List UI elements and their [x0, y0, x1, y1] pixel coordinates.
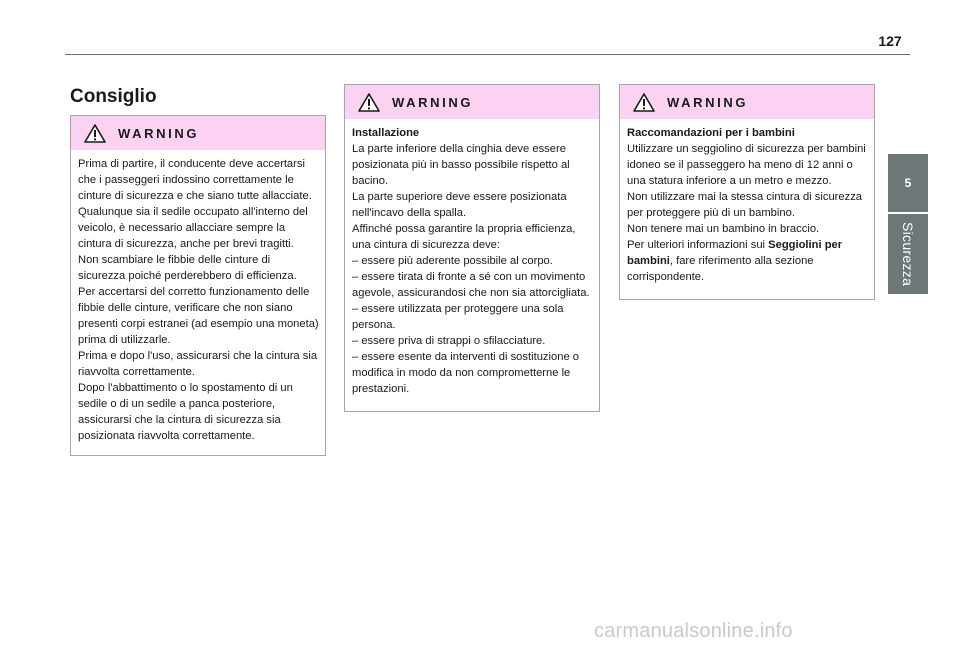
warning-list-item: – essere più aderente possibile al corpo. — [352, 255, 553, 267]
warning-list-item: – essere priva di strappi o sfilacciature. — [352, 335, 546, 347]
chapter-tab[interactable]: 5 — [888, 154, 928, 212]
section-title: Consiglio — [70, 86, 157, 107]
warning-header — [620, 85, 874, 119]
warning-paragraph: Non tenere mai un bambino in braccio. — [627, 223, 820, 235]
warning-header — [345, 85, 599, 119]
warning-box-seatbelt-general — [70, 115, 326, 456]
warning-triangle-icon — [633, 93, 655, 112]
warning-triangle-icon — [358, 93, 380, 112]
warning-list-item: – essere esente da interventi di sostituzione o modifica in modo da non comprometterne le prestazioni. — [352, 351, 579, 395]
warning-box-installation — [344, 84, 600, 412]
warning-paragraph: Prima e dopo l'uso, assicurarsi che la cintura sia riavvolta correttamente. — [78, 350, 318, 378]
warning-list-item: – essere utilizzata per proteggere una sola persona. — [352, 303, 564, 331]
warning-title: WARNING — [392, 94, 474, 110]
warning-list-item: – essere tirata di fronte a sé con un movimento agevole, assicurandosi che non sia attorcigliata. — [352, 271, 590, 299]
warning-triangle-icon — [84, 124, 106, 143]
warning-paragraph: Per accertarsi del corretto funzionamento delle fibbie delle cinture, verificare che non siano presenti corpi estranei (ad esempio una moneta) prima di utilizzarle. — [78, 286, 319, 346]
warning-paragraph: La parte superiore deve essere posizionata nell'incavo della spalla. — [352, 191, 567, 219]
warning-heading: Raccomandazioni per i bambini — [627, 127, 795, 139]
warning-paragraph: Prima di partire, il conducente deve accertarsi che i passeggeri indossino correttamente le cinture di sicurezza e che siano tutte allacciate. — [78, 158, 312, 202]
watermark: carmanualsonline.info — [594, 620, 793, 642]
warning-paragraph: Non scambiare le fibbie delle cinture di sicurezza poiché perderebbero di efficienza. — [78, 254, 297, 282]
warning-body — [620, 119, 874, 291]
warning-reference: Per ulteriori informazioni sui Seggiolini per bambini, fare riferimento alla sezione corrispondente. — [627, 239, 843, 283]
page-number: 127 — [878, 33, 902, 49]
warning-header — [71, 116, 325, 150]
chapter-title: Sicurezza — [900, 221, 916, 287]
warning-paragraph: La parte inferiore della cinghia deve essere posizionata più in basso possibile rispetto al bacino. — [352, 143, 570, 187]
warning-paragraph: Non utilizzare mai la stessa cintura di sicurezza per proteggere più di un bambino. — [627, 191, 863, 219]
section-link[interactable]: Seggiolini per bambini — [627, 239, 843, 267]
warning-heading: Installazione — [352, 127, 420, 139]
warning-paragraph: Utilizzare un seggiolino di sicurezza per bambini idoneo se il passeggero ha meno di 12 anni o una statura inferiore a un metro e mezzo. — [627, 143, 866, 187]
warning-paragraph: Dopo l'abbattimento o lo spostamento di un sedile o di un sedile a panca posteriore, assicurarsi che la cintura di sicurezza sia posizionata riavvolta correttamente. — [78, 382, 293, 442]
warning-body — [345, 119, 599, 403]
warning-box-children — [619, 84, 875, 300]
warning-paragraph: Affinché possa garantire la propria efficienza, una cintura di sicurezza deve: — [352, 223, 576, 251]
header-divider — [65, 54, 910, 55]
warning-title: WARNING — [118, 125, 200, 141]
warning-body — [71, 150, 325, 450]
warning-paragraph: Qualunque sia il sedile occupato all'interno del veicolo, è necessario allacciare sempre la cintura di sicurezza, anche per brevi tragitti. — [78, 206, 308, 250]
warning-title: WARNING — [667, 94, 749, 110]
